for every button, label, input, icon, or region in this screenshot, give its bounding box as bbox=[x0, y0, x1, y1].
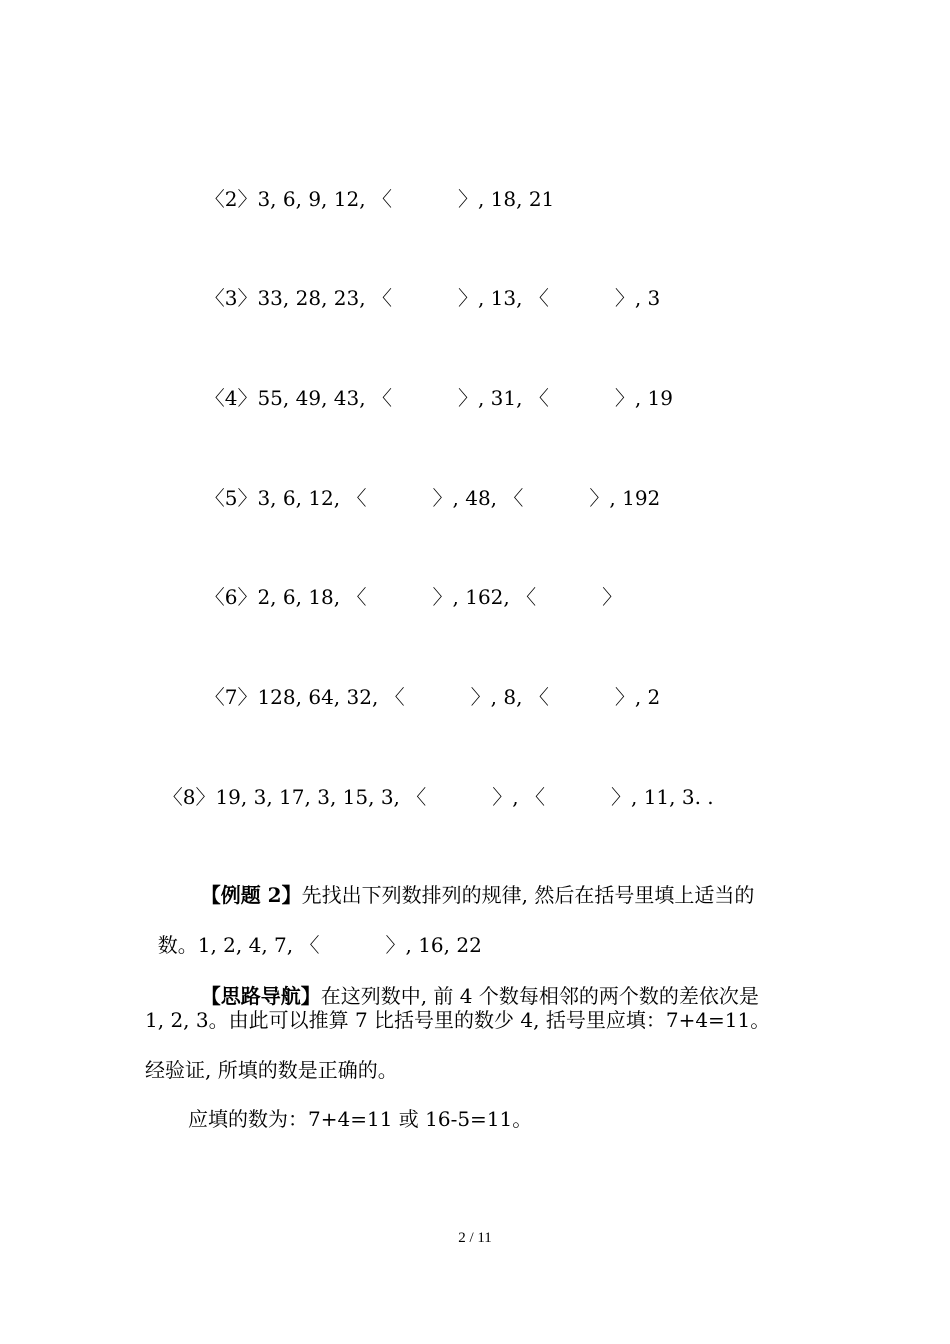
sequence-problem-4 bbox=[192, 359, 673, 411]
sequence-text: , 192 bbox=[609, 486, 661, 510]
sequence-text: , bbox=[512, 785, 525, 809]
sequence-text: , 162, bbox=[452, 585, 517, 609]
example-text: 数。1, 2, 4, 7, bbox=[157, 933, 300, 957]
sequence-problem-8 bbox=[150, 758, 714, 810]
bracket-open: 〈 bbox=[371, 286, 392, 310]
analysis-line-1 bbox=[188, 957, 759, 1009]
bracket-close: 〉 bbox=[432, 486, 453, 510]
sequence-text: 55, 49, 43, bbox=[257, 386, 372, 410]
bracket-open: 〈 bbox=[528, 685, 549, 709]
bracket-close: 〉 bbox=[457, 386, 478, 410]
bracket-open: 〈 bbox=[346, 486, 367, 510]
analysis-line-3: 经验证, 所填的数是正确的。 bbox=[145, 1058, 398, 1082]
bracket-close: 〉 bbox=[457, 187, 478, 211]
answer-line: 应填的数为：7+4=11 或 16-5=11。 bbox=[188, 1107, 533, 1131]
analysis-heading: 【思路导航】 bbox=[200, 984, 321, 1008]
sequence-text: 3, 6, 12, bbox=[257, 486, 347, 510]
sequence-text: , 19 bbox=[634, 386, 674, 410]
bracket-open: 〈 bbox=[299, 933, 320, 957]
example-line-2 bbox=[145, 906, 482, 958]
sequence-text: , 2 bbox=[634, 685, 661, 709]
sequence-text: 128, 64, 32, bbox=[257, 685, 385, 709]
sequence-text: , 13, bbox=[477, 286, 529, 310]
bracket-open: 〈 bbox=[371, 187, 392, 211]
bracket-close: 〉 bbox=[492, 785, 513, 809]
bracket-open: 〈 bbox=[516, 585, 537, 609]
bracket-close: 〉 bbox=[589, 486, 610, 510]
sequence-problem-7 bbox=[192, 658, 660, 710]
sequence-problem-6 bbox=[192, 558, 622, 610]
problem-number: 〈5〉 bbox=[204, 486, 258, 510]
sequence-text: , 11, 3. . bbox=[630, 785, 714, 809]
sequence-text: 33, 28, 23, bbox=[257, 286, 372, 310]
sequence-text: 3, 6, 9, 12, bbox=[257, 187, 372, 211]
bracket-close: 〉 bbox=[614, 286, 635, 310]
page-number: 2 / 11 bbox=[458, 1230, 492, 1246]
bracket-close: 〉 bbox=[610, 785, 631, 809]
bracket-close: 〉 bbox=[432, 585, 453, 609]
problem-number: 〈7〉 bbox=[204, 685, 258, 709]
problem-number: 〈2〉 bbox=[204, 187, 258, 211]
bracket-close: 〉 bbox=[470, 685, 491, 709]
sequence-problem-5 bbox=[192, 459, 660, 511]
example-line-1 bbox=[188, 856, 754, 908]
bracket-open: 〈 bbox=[528, 286, 549, 310]
sequence-text: , 31, bbox=[477, 386, 529, 410]
problem-number: 〈3〉 bbox=[204, 286, 258, 310]
sequence-text: , 8, bbox=[490, 685, 529, 709]
bracket-open: 〈 bbox=[503, 486, 524, 510]
problem-number: 〈4〉 bbox=[204, 386, 258, 410]
bracket-open: 〈 bbox=[346, 585, 367, 609]
sequence-text: , 18, 21 bbox=[477, 187, 555, 211]
problem-number: 〈6〉 bbox=[204, 585, 258, 609]
analysis-text: 在这列数中, 前 4 个数每相邻的两个数的差依次是 bbox=[320, 984, 759, 1008]
example-text: 先找出下列数排列的规律, 然后在括号里填上适当的 bbox=[301, 883, 755, 907]
bracket-close: 〉 bbox=[385, 933, 406, 957]
example-heading: 【例题 2】 bbox=[200, 883, 302, 907]
bracket-close: 〉 bbox=[457, 286, 478, 310]
bracket-open: 〈 bbox=[371, 386, 392, 410]
bracket-close: 〉 bbox=[614, 685, 635, 709]
bracket-close: 〉 bbox=[602, 585, 623, 609]
problem-number: 〈8〉 bbox=[162, 785, 216, 809]
sequence-text: , 48, bbox=[452, 486, 504, 510]
bracket-open: 〈 bbox=[528, 386, 549, 410]
sequence-problem-3 bbox=[192, 259, 660, 311]
sequence-problem-2 bbox=[192, 160, 554, 212]
bracket-open: 〈 bbox=[406, 785, 427, 809]
analysis-line-2: 1, 2, 3。由此可以推算 7 比括号里的数少 4, 括号里应填：7+4=11。 bbox=[145, 1008, 771, 1032]
bracket-close: 〉 bbox=[614, 386, 635, 410]
sequence-text: 19, 3, 17, 3, 15, 3, bbox=[215, 785, 407, 809]
sequence-text: 2, 6, 18, bbox=[257, 585, 347, 609]
bracket-open: 〈 bbox=[524, 785, 545, 809]
sequence-text: , 3 bbox=[634, 286, 661, 310]
bracket-open: 〈 bbox=[384, 685, 405, 709]
example-text: , 16, 22 bbox=[405, 933, 482, 957]
